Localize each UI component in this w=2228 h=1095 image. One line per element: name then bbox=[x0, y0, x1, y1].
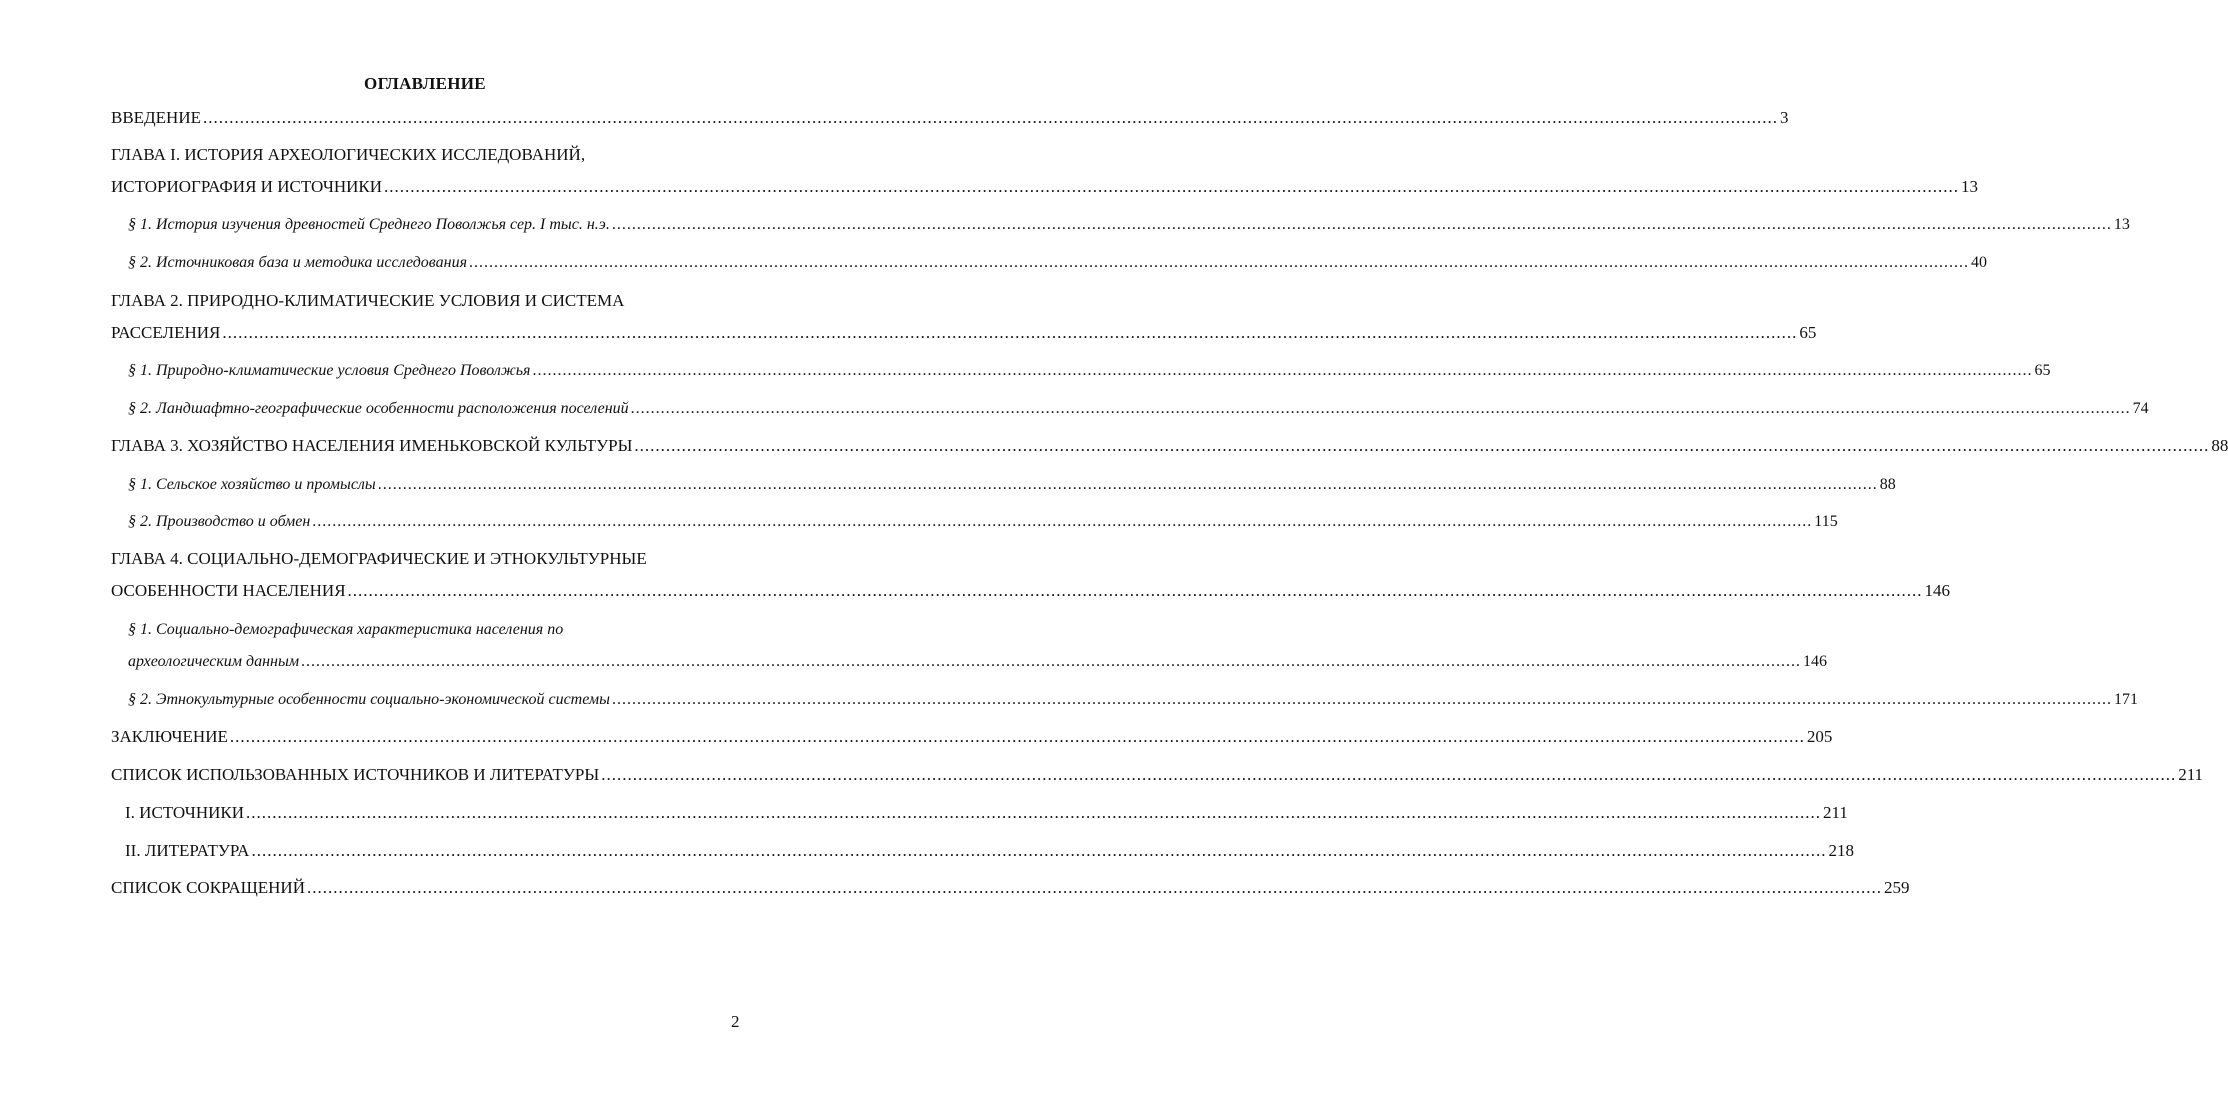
dot-leader: ............................................................................................................................................................................................................................................................................................................ bbox=[222, 323, 1798, 342]
toc-entry-sources[interactable] bbox=[125, 803, 1848, 823]
toc-entry-title: § 1. История изучения древностей Среднего Поволжья сер. I тыс. н.э. bbox=[128, 216, 610, 233]
toc-entry-ch3-sec2[interactable] bbox=[128, 512, 1838, 532]
toc-entry-page: 13 bbox=[1961, 177, 1979, 196]
dot-leader: ............................................................................................................................................................................................................................................................................................................ bbox=[251, 841, 1827, 860]
toc-heading: ОГЛАВЛЕНИЕ bbox=[364, 74, 486, 93]
toc-entry-ch2-sec1[interactable] bbox=[128, 361, 2051, 381]
toc-entry-ch1-sec1[interactable] bbox=[128, 215, 2130, 235]
toc-entry-title: § 2. Источниковая база и методика исследования bbox=[128, 254, 468, 271]
dot-leader: ............................................................................................................................................................................................................................................................................................................ bbox=[469, 254, 1970, 271]
toc-entry-title: § 1. Природно-климатические условия Среднего Поволжья bbox=[128, 362, 531, 379]
toc-entry-chapter2[interactable] bbox=[111, 323, 1817, 343]
toc-entry-chapter2-line1[interactable]: ГЛАВА 2. ПРИРОДНО-КЛИМАТИЧЕСКИЕ УСЛОВИЯ И СИСТЕМА bbox=[111, 291, 625, 310]
dot-leader: ............................................................................................................................................................................................................................................................................................................ bbox=[306, 878, 1882, 897]
toc-entry-title: § 2. Производство и обмен bbox=[128, 513, 311, 530]
toc-entry-chapter1[interactable] bbox=[111, 177, 1979, 197]
dot-leader: ............................................................................................................................................................................................................................................................................................................ bbox=[246, 803, 1822, 822]
toc-entry-page: 13 bbox=[2113, 216, 2130, 233]
toc-entry-title: СПИСОК СОКРАЩЕНИЙ bbox=[111, 878, 305, 897]
toc-entry-bibliography[interactable] bbox=[111, 765, 2204, 785]
toc-entry-ch4-sec1[interactable] bbox=[128, 652, 1828, 672]
toc-entry-page: 65 bbox=[1799, 323, 1817, 342]
toc-entry-title: I. ИСТОЧНИКИ bbox=[125, 803, 245, 822]
toc-entry-page: 88 bbox=[1879, 476, 1896, 493]
toc-entry-ch3-sec1[interactable] bbox=[128, 475, 1896, 495]
toc-entry-ch1-sec2[interactable] bbox=[128, 253, 1988, 273]
dot-leader: ............................................................................................................................................................................................................................................................................................................ bbox=[611, 216, 2112, 233]
toc-entry-title: СПИСОК ИСПОЛЬЗОВАННЫХ ИСТОЧНИКОВ И ЛИТЕРАТУРЫ bbox=[111, 765, 600, 784]
dot-leader: ............................................................................................................................................................................................................................................................................................................ bbox=[347, 581, 1923, 600]
dot-leader: ............................................................................................................................................................................................................................................................................................................ bbox=[377, 476, 1878, 493]
toc-entry-title: ВВЕДЕНИЕ bbox=[111, 108, 201, 127]
toc-entry-page: 211 bbox=[1823, 803, 1848, 822]
toc-entry-page: 3 bbox=[1779, 108, 1789, 127]
dot-leader: ............................................................................................................................................................................................................................................................................................................ bbox=[301, 653, 1802, 670]
toc-entry-title: II. ЛИТЕРАТУРА bbox=[125, 841, 250, 860]
toc-entry-page: 88 bbox=[2211, 436, 2228, 455]
toc-entry-page: 211 bbox=[2178, 765, 2204, 784]
toc-entry-page: 115 bbox=[1814, 513, 1838, 530]
dot-leader: ............................................................................................................................................................................................................................................................................................................ bbox=[229, 727, 1805, 746]
toc-entry-chapter3[interactable] bbox=[111, 436, 2228, 456]
toc-entry-page: 65 bbox=[2034, 362, 2051, 379]
dot-leader: ............................................................................................................................................................................................................................................................................................................ bbox=[384, 177, 1960, 196]
toc-entry-title: археологическим данным bbox=[128, 653, 300, 670]
toc-entry-ch4-sec2[interactable] bbox=[128, 690, 2138, 710]
toc-entry-title: ЗАКЛЮЧЕНИЕ bbox=[111, 727, 228, 746]
toc-entry-page: 40 bbox=[1971, 254, 1988, 271]
toc-entry-chapter4[interactable] bbox=[111, 581, 1951, 601]
toc-entry-ch4-sec1-line1[interactable]: § 1. Социально-демографическая характеристика населения по bbox=[128, 621, 564, 638]
toc-entry-title: § 2. Этнокультурные особенности социально-экономической системы bbox=[128, 691, 610, 708]
toc-entry-ch2-sec2[interactable] bbox=[128, 399, 2149, 419]
toc-entry-page: 218 bbox=[1828, 841, 1854, 860]
dot-leader: ............................................................................................................................................................................................................................................................................................................ bbox=[202, 108, 1778, 127]
toc-entry-chapter4-line1[interactable]: ГЛАВА 4. СОЦИАЛЬНО-ДЕМОГРАФИЧЕСКИЕ И ЭТНОКУЛЬТУРНЫЕ bbox=[111, 549, 647, 568]
dot-leader: ............................................................................................................................................................................................................................................................................................................ bbox=[312, 513, 1813, 530]
toc-entry-page: 74 bbox=[2132, 400, 2149, 417]
page-number: 2 bbox=[731, 1012, 740, 1031]
toc-entry-literature[interactable] bbox=[125, 841, 1854, 861]
toc-entry-abbreviations[interactable] bbox=[111, 878, 1910, 898]
toc-entry-page: 205 bbox=[1806, 727, 1833, 746]
dot-leader: ............................................................................................................................................................................................................................................................................................................ bbox=[630, 400, 2131, 417]
toc-entry-title: ОСОБЕННОСТИ НАСЕЛЕНИЯ bbox=[111, 581, 346, 600]
dot-leader: ............................................................................................................................................................................................................................................................................................................ bbox=[601, 765, 2177, 784]
toc-entry-conclusion[interactable] bbox=[111, 727, 1833, 747]
toc-entry-page: 146 bbox=[1924, 581, 1951, 600]
toc-entry-title: РАССЕЛЕНИЯ bbox=[111, 323, 221, 342]
toc-entry-title: § 2. Ландшафтно-географические особенности расположения поселений bbox=[128, 400, 629, 417]
dot-leader: ............................................................................................................................................................................................................................................................................................................ bbox=[532, 362, 2033, 379]
toc-entry-title: ГЛАВА 3. ХОЗЯЙСТВО НАСЕЛЕНИЯ ИМЕНЬКОВСКОЙ КУЛЬТУРЫ bbox=[111, 436, 633, 455]
toc-entry-introduction[interactable] bbox=[111, 108, 1789, 128]
dot-leader: ............................................................................................................................................................................................................................................................................................................ bbox=[611, 691, 2112, 708]
toc-entry-page: 171 bbox=[2113, 691, 2138, 708]
toc-entry-page: 259 bbox=[1883, 878, 1910, 897]
dot-leader: ............................................................................................................................................................................................................................................................................................................ bbox=[634, 436, 2210, 455]
toc-entry-title: ИСТОРИОГРАФИЯ И ИСТОЧНИКИ bbox=[111, 177, 383, 196]
toc-entry-title: § 1. Сельское хозяйство и промыслы bbox=[128, 476, 376, 493]
toc-entry-page: 146 bbox=[1803, 653, 1828, 670]
toc-entry-chapter1-line1[interactable]: ГЛАВА I. ИСТОРИЯ АРХЕОЛОГИЧЕСКИХ ИССЛЕДОВАНИЙ, bbox=[111, 145, 586, 164]
